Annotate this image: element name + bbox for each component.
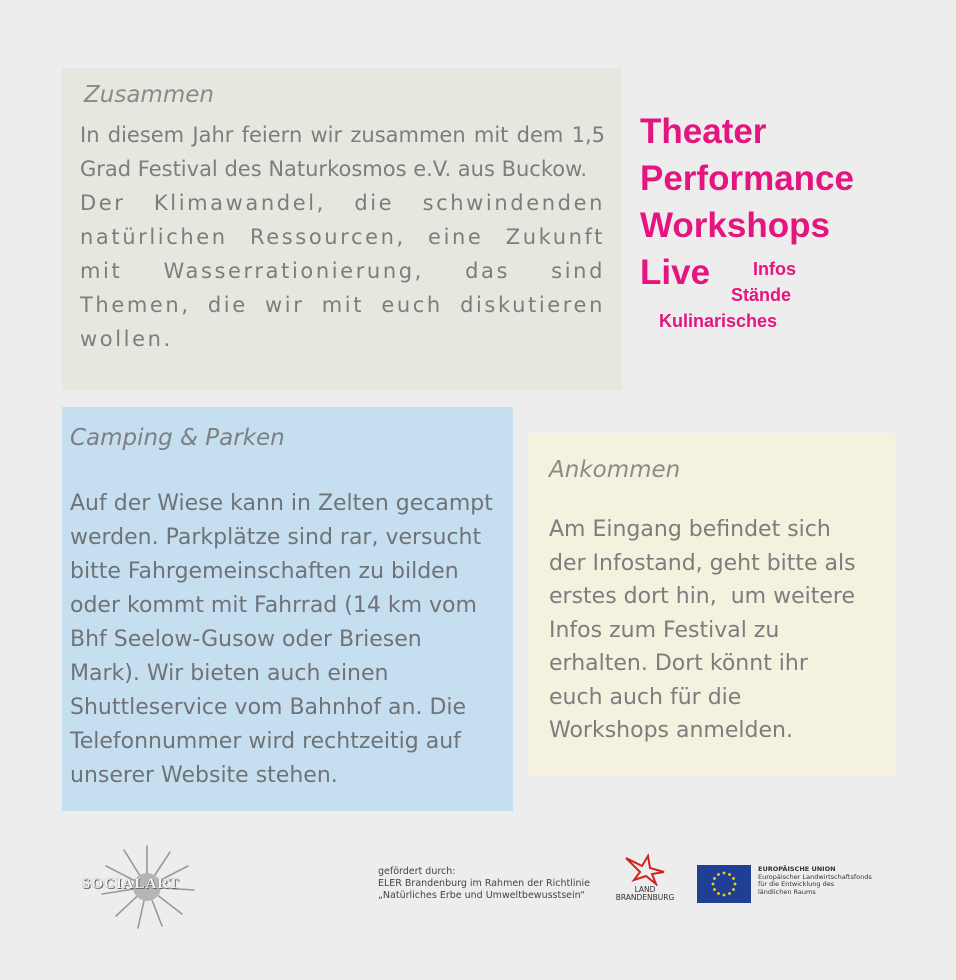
- ankommen-heading: Ankommen: [549, 457, 681, 483]
- zusammen-text: [80, 118, 605, 356]
- funding-note: [378, 866, 618, 902]
- highlight-workshops: Workshops: [640, 206, 830, 245]
- eu-stars-icon: [697, 865, 751, 903]
- highlight-performance: Performance: [640, 159, 854, 198]
- camping-line: werden. Parkplätze sind rar, versucht: [70, 525, 482, 550]
- ankommen-line: euch auch für die: [549, 684, 742, 710]
- camping-line: bitte Fahrgemeinschaften zu bilden: [70, 559, 459, 584]
- highlight-kulinarisches: Kulinarisches: [659, 311, 778, 331]
- highlight-live: Live: [640, 253, 711, 292]
- program-highlights: [640, 108, 854, 331]
- land-line: LAND: [634, 885, 656, 894]
- ankommen-line: Workshops anmelden.: [549, 718, 793, 743]
- eu-line: Europäischer Landwirtschaftsfonds: [758, 872, 872, 881]
- funding-line: „Natürliches Erbe und Umweltbewusstsein“: [378, 890, 585, 901]
- zusammen-paragraph-1: In diesem Jahr feiern wir zusammen mit dem 1,5 Grad Festival des Naturkosmos e.V. aus Buckow.: [80, 123, 605, 181]
- highlight-staende: Stände: [731, 285, 792, 305]
- zusammen-panel: [62, 68, 622, 390]
- land-brandenburg-label: [612, 886, 678, 902]
- camping-line: Shuttleservice vom Bahnhof an. Die: [70, 695, 467, 720]
- ankommen-panel: [527, 433, 895, 776]
- ankommen-line: Am Eingang befindet sich: [549, 517, 831, 542]
- camping-line: Bhf Seelow-Gusow oder Briesen: [70, 627, 422, 652]
- highlight-live-row: [640, 249, 854, 331]
- zusammen-heading: Zusammen: [84, 82, 214, 108]
- eu-line: ländlichen Raums: [758, 887, 816, 896]
- camping-line: Telefonnummer wird rechtzeitig auf: [70, 729, 461, 754]
- funding-line: ELER Brandenburg im Rahmen der Richtlinie: [378, 878, 591, 889]
- camping-line: Auf der Wiese kann in Zelten gecampt: [70, 491, 493, 516]
- ankommen-text: [549, 513, 889, 748]
- camping-text: [70, 487, 515, 793]
- camping-line: oder kommt mit Fahrrad (14 km vom: [70, 593, 477, 618]
- socialart-logo: [72, 842, 222, 932]
- ankommen-line: Infos zum Festival zu: [549, 617, 780, 643]
- eu-flag: [697, 865, 751, 903]
- camping-panel: [62, 407, 513, 811]
- zusammen-paragraph-2: Der Klimawandel, die schwindenden natürlichen Ressourcen, eine Zukunft mit Wasserrationierung, das sind Themen, die wir mit euch diskutieren wollen.: [80, 191, 605, 351]
- eu-fund-text: [758, 866, 898, 896]
- funding-line: gefördert durch:: [378, 866, 456, 877]
- eu-line: für die Entwicklung des: [758, 880, 835, 888]
- camping-line: Mark). Wir bieten auch einen: [70, 661, 389, 686]
- camping-heading: Camping & Parken: [70, 425, 285, 451]
- eagle-icon: [612, 852, 678, 886]
- highlight-infos: Infos: [753, 259, 796, 279]
- highlight-theater: Theater: [640, 112, 767, 151]
- socialart-wordmark: SOCIALART: [82, 876, 180, 892]
- camping-line: unserer Website stehen.: [70, 763, 338, 788]
- eu-line: EUROPÄISCHE UNION: [758, 865, 836, 873]
- land-brandenburg-logo: [612, 852, 678, 912]
- ankommen-line: der Infostand, geht bitte als: [549, 550, 856, 576]
- ankommen-line: erstes dort hin, um weitere: [549, 584, 855, 609]
- ankommen-line: erhalten. Dort könnt ihr: [549, 651, 808, 676]
- land-line: BRANDENBURG: [615, 893, 675, 902]
